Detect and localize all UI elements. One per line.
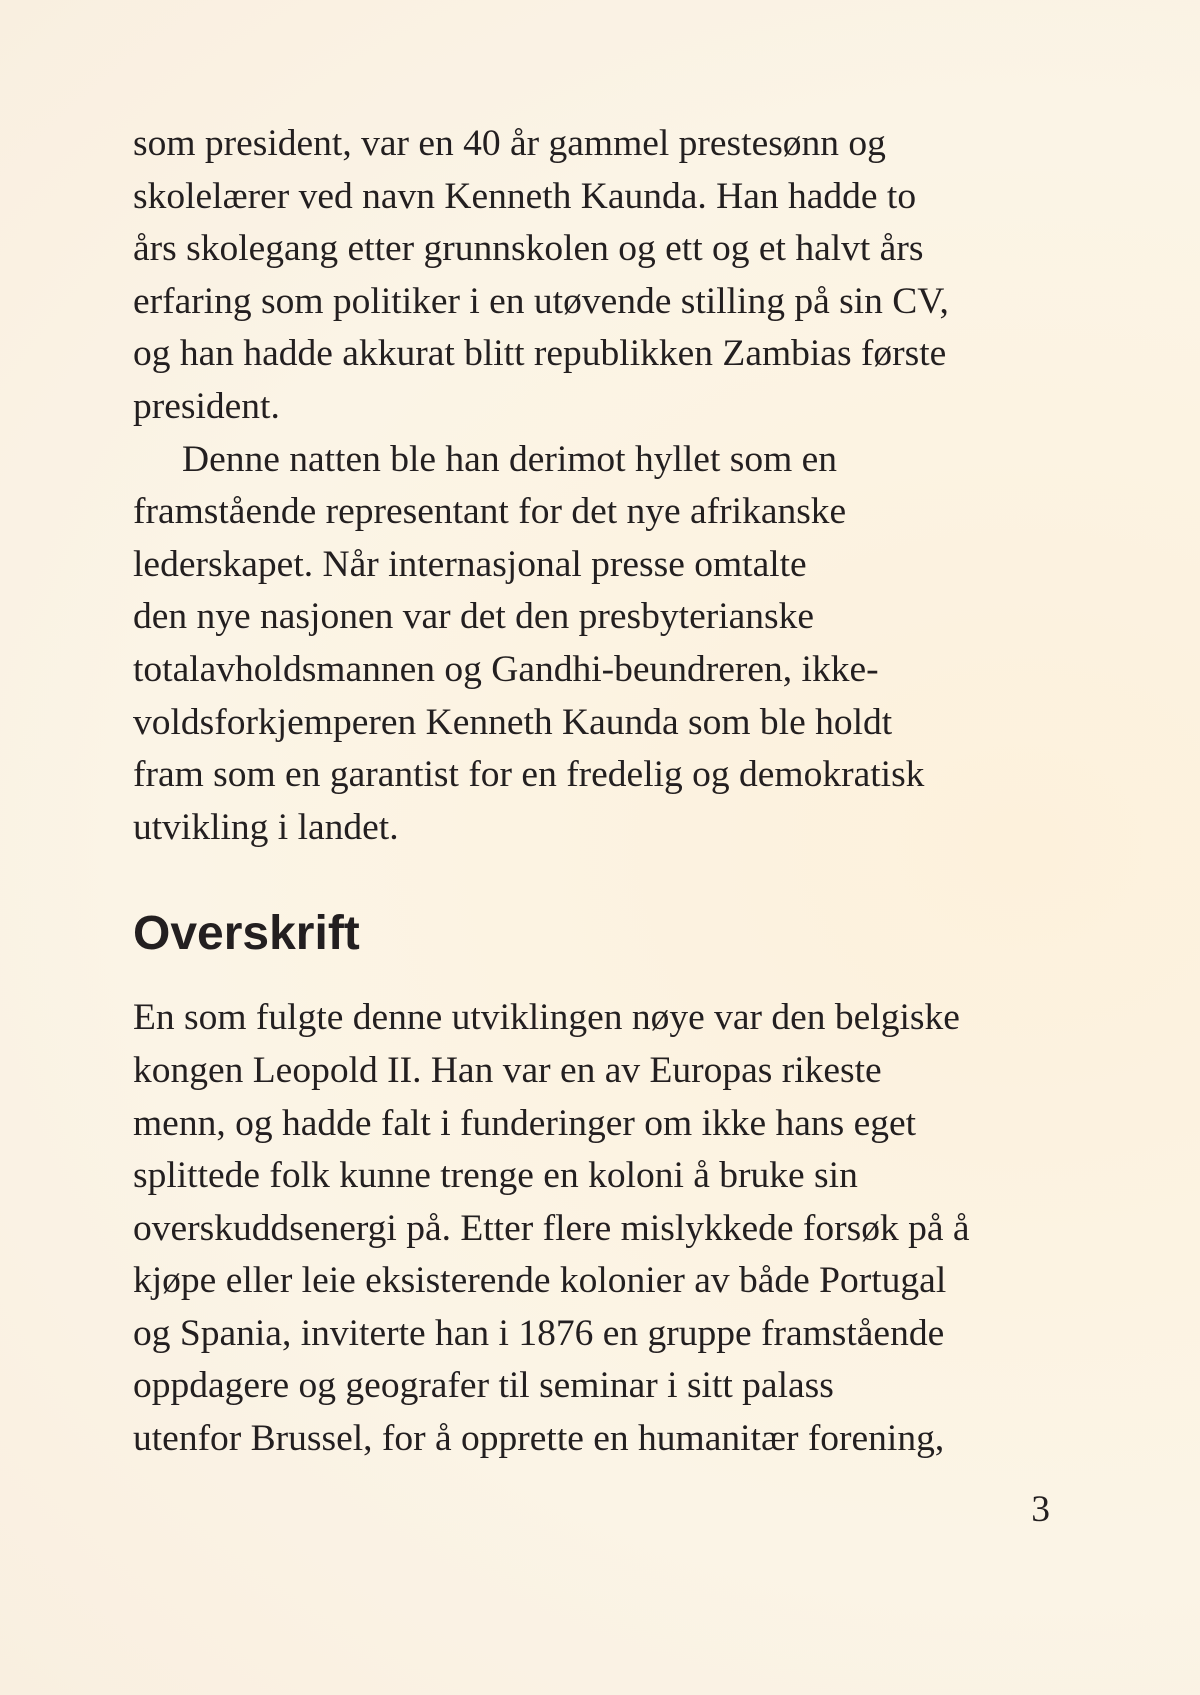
text-line: Denne natten ble han derimot hyllet som en [182,438,838,480]
text-line: framstående representant for det nye afrikanske [133,491,847,533]
text-line: kjøpe eller leie eksisterende kolonier av både Portugal [133,1260,947,1302]
paragraph-1 [133,118,1093,434]
text-line: kongen Leopold II. Han var en av Europas rikeste [133,1049,882,1091]
text-line: som president, var en 40 år gammel prestesønn og [133,123,886,164]
paragraph-3 [133,992,1093,1465]
text-line: den nye nasjonen var det den presbyterianske [133,596,815,638]
text-line: oppdagere og geografer til seminar i sitt palass [133,1365,834,1407]
text-line: erfaring som politiker i en utøvende stilling på sin CV, [133,280,949,322]
text-line: president. [133,385,280,427]
text-line: menn, og hadde falt i funderinger om ikke hans eget [133,1102,917,1144]
text-line: fram som en garantist for en fredelig og demokratisk [133,754,925,796]
text-line: og han hadde akkurat blitt republikken Zambias første [133,333,947,375]
text-line: års skolegang etter grunnskolen og ett og et halvt års [133,228,924,270]
section-heading: Overskrift [133,907,360,961]
text-line: overskuddsenergi på. Etter flere mislykkede forsøk på å [133,1207,970,1249]
text-line: lederskapet. Når internasjonal presse omtalte [133,543,807,585]
text-line: splittede folk kunne trenge en koloni å bruke sin [133,1155,858,1197]
text-line: utenfor Brussel, for å opprette en humanitær forening, [133,1418,945,1460]
paragraph-2 [133,434,1093,855]
page-number: 3 [1031,1489,1050,1530]
text-line: utvikling i landet. [133,806,399,848]
text-line: voldsforkjemperen Kenneth Kaunda som ble holdt [133,701,893,743]
text-line: totalavholdsmannen og Gandhi-beundreren, ikke- [133,648,879,690]
text-line: En som fulgte denne utviklingen nøye var den belgiske [133,997,960,1039]
text-line: skolelærer ved navn Kenneth Kaunda. Han hadde to [133,175,917,217]
document-page [133,118,1093,1466]
text-line: og Spania, inviterte han i 1876 en gruppe framstående [133,1312,945,1354]
